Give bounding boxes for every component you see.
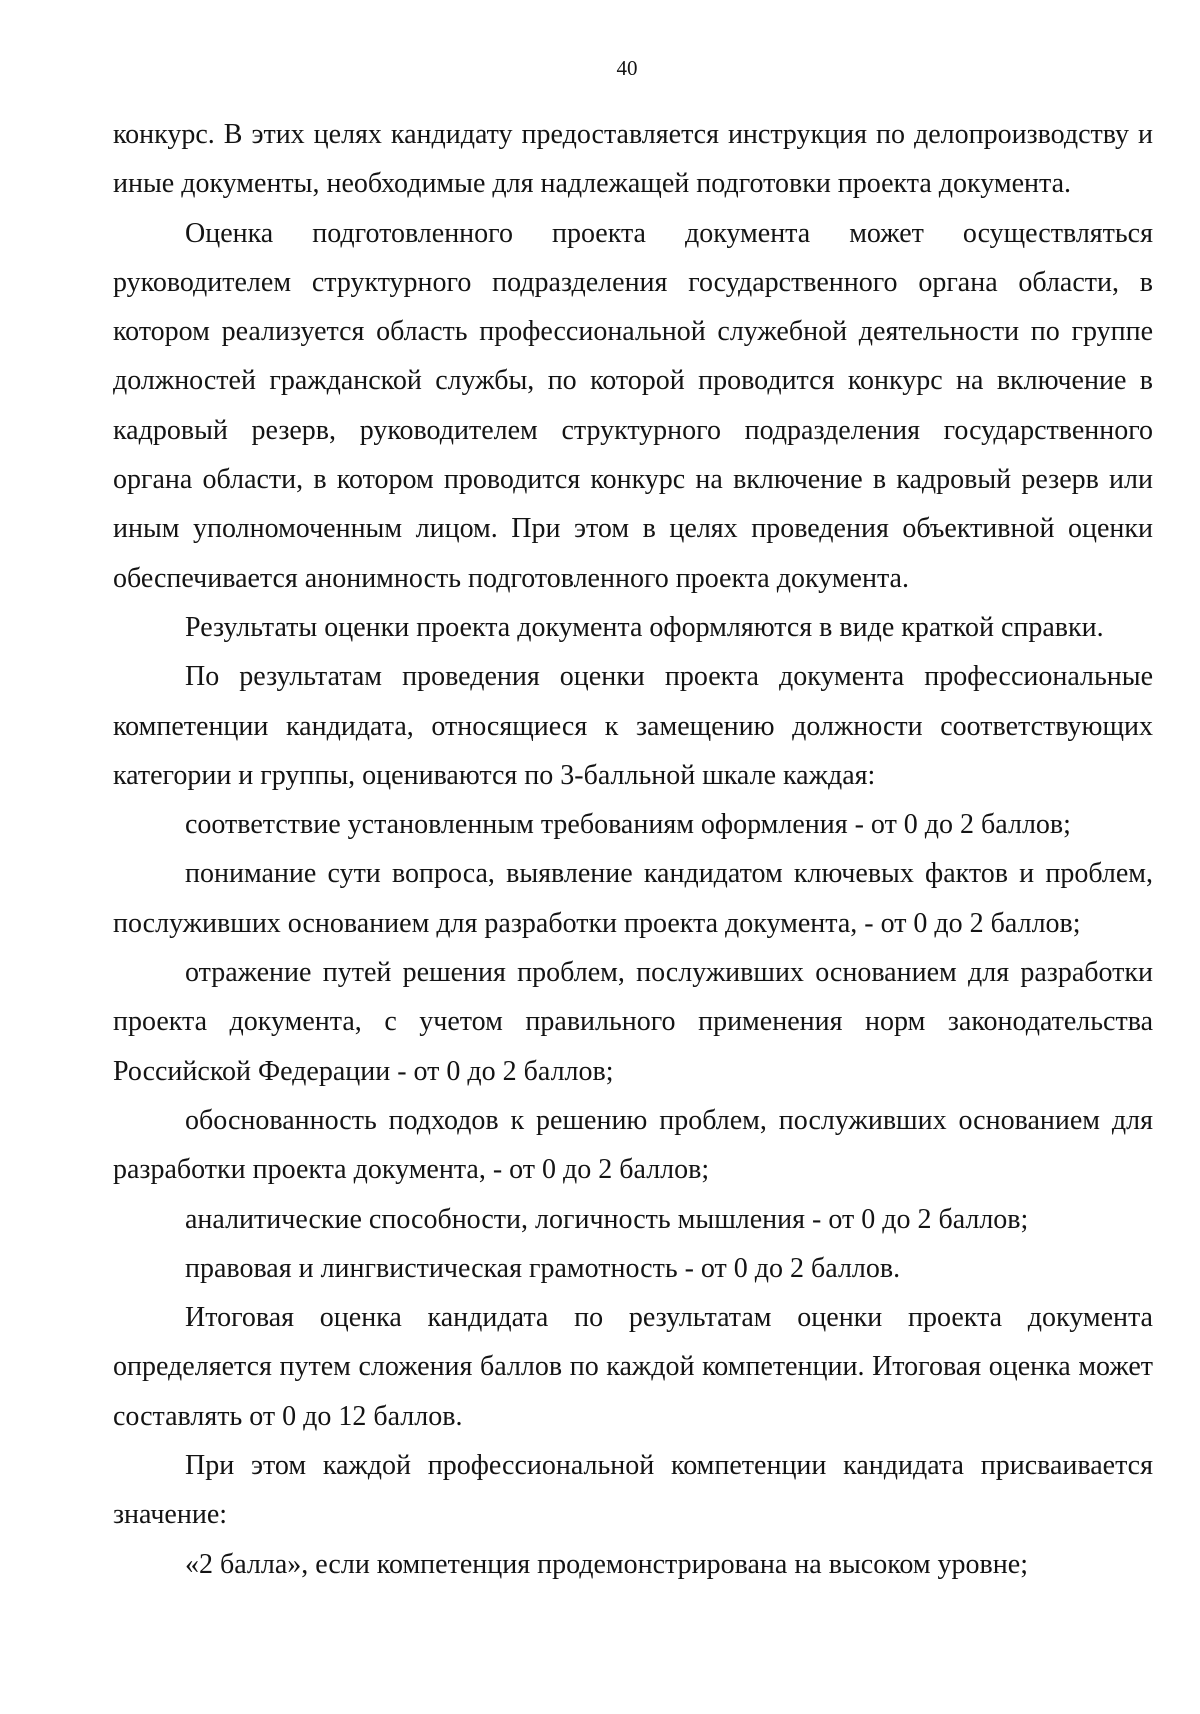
criterion-justification: обоснованность подходов к решению проблем, послуживших основанием для разработки проекта документа, - от 0 до 2 баллов; <box>113 1104 1153 1186</box>
criterion-formatting: соответствие установленным требованиям оформления - от 0 до 2 баллов; <box>185 809 1071 841</box>
criterion-solutions: отражение путей решения проблем, послуживших основанием для разработки проекта документа, с учетом правильного применения норм законодательства Российской Федерации - от 0 до 2 баллов; <box>113 957 1153 1087</box>
page-number: 40 <box>616 56 638 80</box>
paragraph-contest-instructions: конкурс. В этих целях кандидату предоставляется инструкция по делопроизводству и иные документы, необходимые для надлежащей подготовки проекта документа. <box>113 119 1153 200</box>
paragraph-scoring-scale: По результатам проведения оценки проекта документа профессиональные компетенции кандидата, относящиеся к замещению должности соответствующих категории и группы, оцениваются по 3-балльной шкале каждая: <box>113 661 1153 791</box>
document-body <box>113 110 1153 1589</box>
paragraph-results-summary: Результаты оценки проекта документа оформляются в виде краткой справки. <box>185 611 1104 643</box>
paragraph-total-score: Итоговая оценка кандидата по результатам оценки проекта документа определяется путем сложения баллов по каждой компетенции. Итоговая оценка может составлять от 0 до 12 баллов. <box>113 1302 1153 1432</box>
paragraph-competence-values: При этом каждой профессиональной компетенции кандидата присваивается значение: <box>113 1450 1153 1531</box>
criterion-analytical: аналитические способности, логичность мышления - от 0 до 2 баллов; <box>185 1203 1029 1235</box>
criterion-understanding: понимание сути вопроса, выявление кандидатом ключевых фактов и проблем, послуживших основанием для разработки проекта документа, - от 0 до 2 баллов; <box>113 858 1153 939</box>
paragraph-two-points: «2 балла», если компетенция продемонстрирована на высоком уровне; <box>185 1548 1028 1580</box>
criterion-literacy: правовая и лингвистическая грамотность - от 0 до 2 баллов. <box>185 1252 901 1284</box>
paragraph-evaluation-by-head: Оценка подготовленного проекта документа может осуществляться руководителем структурного подразделения государственного органа области, в котором реализуется область профессиональной служебной деятельности по группе должностей гражданской службы, по которой проводится конкурс на включение в кадровый резерв, руководителем структурного подразделения государственного органа области, в котором проводится конкурс на включение в кадровый резерв или иным уполномоченным лицом. При этом в целях проведения объективной оценки обеспечивается анонимность подготовленного проекта документа. <box>113 217 1153 594</box>
